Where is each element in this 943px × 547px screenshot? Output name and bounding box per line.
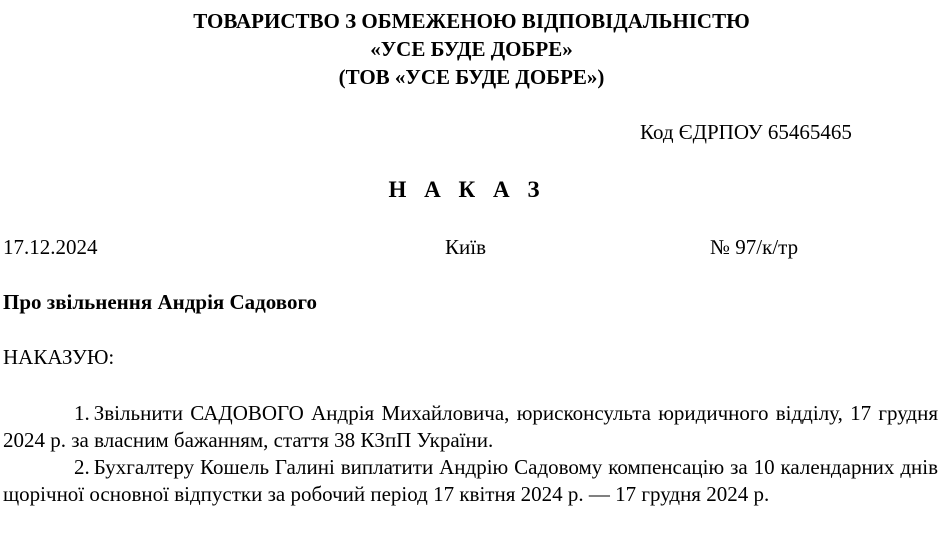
order-date: 17.12.2024 (3, 235, 98, 259)
order-number: № 97/к/тр (710, 235, 799, 259)
order-item-text: Звільнити САДОВОГО Андрія Михайловича, юрисконсульта юридичного відділу, 17 грудня 2024 р. за власним бажанням, стаття 38 КЗпП України. (3, 401, 938, 452)
order-items (3, 400, 938, 508)
order-item-number: 1. (74, 401, 90, 425)
order-city: Київ (445, 235, 486, 259)
order-directive: НАКАЗУЮ: (3, 345, 115, 369)
company-name-line: ТОВАРИСТВО З ОБМЕЖЕНОЮ ВІДПОВІДАЛЬНІСТЮ (193, 9, 750, 33)
order-title: Н А К А З (388, 177, 546, 202)
company-short-name-line: (ТОВ «УСЕ БУДЕ ДОБРЕ») (338, 65, 605, 89)
order-subject: Про звільнення Андрія Садового (3, 290, 317, 314)
order-item-text: Бухгалтеру Кошель Галині виплатити Андрію Садовому компенсацію за 10 календарних днів щорічної основної відпустки за робочий період 17 квітня 2024 р. — 17 грудня 2024 р. (3, 455, 938, 506)
company-brand-line: «УСЕ БУДЕ ДОБРЕ» (370, 37, 573, 61)
order-item-1 (3, 400, 938, 454)
edrpou-code: Код ЄДРПОУ 65465465 (640, 120, 852, 144)
order-item-2 (3, 454, 938, 508)
order-item-number: 2. (74, 455, 90, 479)
